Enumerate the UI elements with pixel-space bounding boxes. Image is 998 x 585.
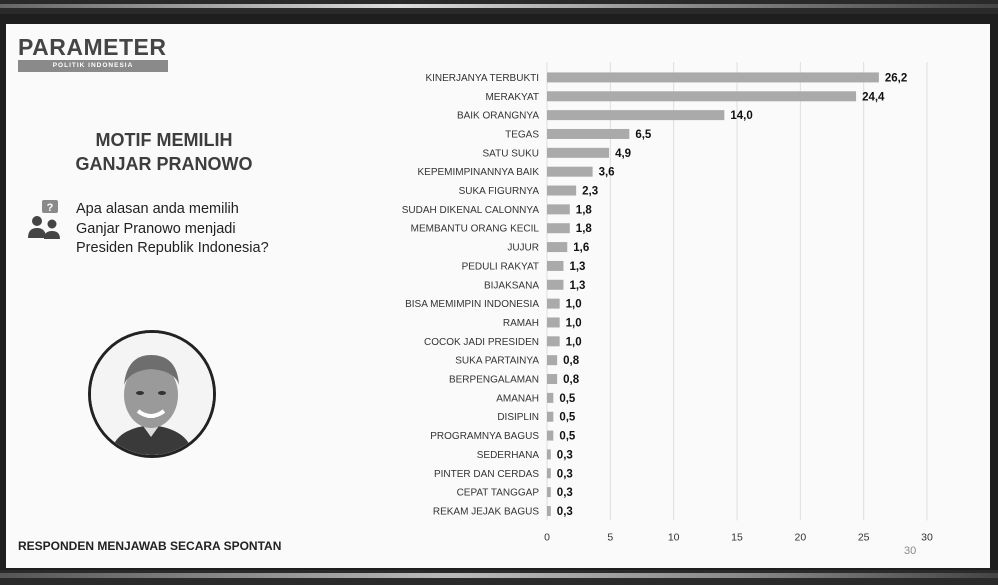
data-label: 1,8 xyxy=(575,223,592,236)
bar xyxy=(547,110,724,120)
page-number: 30 xyxy=(904,545,917,557)
category-label: PROGRAMNYA BAGUS xyxy=(430,431,539,443)
category-label: KINERJANYA TERBUKTI xyxy=(425,72,539,84)
bar xyxy=(547,129,629,139)
category-label: MERAKYAT xyxy=(485,91,539,103)
data-label: 1,8 xyxy=(575,204,592,217)
category-label: SATU SUKU xyxy=(482,148,539,160)
x-tick-label: 0 xyxy=(544,531,550,544)
category-label: REKAM JEJAK BAGUS xyxy=(432,506,539,518)
x-tick-label: 20 xyxy=(794,531,807,544)
data-label: 0,8 xyxy=(563,374,580,387)
logo-name: PARAMETER xyxy=(18,34,167,60)
data-label: 24,4 xyxy=(862,91,885,104)
bar xyxy=(547,506,551,516)
slide-title-line1: MOTIF MEMILIH xyxy=(95,130,233,150)
data-label: 0,5 xyxy=(559,411,576,424)
top-decor-strip xyxy=(0,0,998,14)
bar xyxy=(547,468,551,478)
data-label: 1,0 xyxy=(565,336,582,349)
data-label: 0,3 xyxy=(556,468,573,481)
category-label: RAMAH xyxy=(502,317,539,329)
data-label: 6,5 xyxy=(635,128,652,141)
x-tick-label: 15 xyxy=(731,531,743,544)
category-label: AMANAH xyxy=(496,393,539,405)
bar xyxy=(547,355,557,365)
bar xyxy=(547,148,609,158)
category-label: PEDULI RAKYAT xyxy=(461,261,539,273)
data-label: 0,3 xyxy=(556,505,573,518)
category-label: DISIPLIN xyxy=(497,412,539,424)
bar-chart xyxy=(6,24,990,568)
survey-question: Apa alasan anda memilih Ganjar Pranowo menjadi Presiden Republik Indonesia? xyxy=(76,201,269,256)
bar xyxy=(547,487,551,497)
category-label: BAIK ORANGNYA xyxy=(456,110,539,122)
bar xyxy=(547,336,560,346)
bar xyxy=(547,261,563,271)
x-tick-label: 10 xyxy=(667,531,680,544)
bar xyxy=(547,393,553,403)
bar xyxy=(547,431,553,441)
bar xyxy=(547,280,563,290)
data-label: 4,9 xyxy=(615,147,632,160)
bar xyxy=(547,91,856,101)
data-label: 2,3 xyxy=(582,185,599,198)
category-label: SUDAH DIKENAL CALONNYA xyxy=(401,204,539,216)
slide xyxy=(6,24,990,568)
svg-text:?: ? xyxy=(46,202,54,214)
bar xyxy=(547,167,593,177)
bar xyxy=(547,223,570,233)
data-label: 1,3 xyxy=(569,279,586,292)
bar xyxy=(547,412,553,422)
data-label: 1,0 xyxy=(565,298,582,311)
category-label: KEPEMIMPINANNYA BAIK xyxy=(417,167,539,179)
data-label: 0,5 xyxy=(559,430,576,443)
category-label: MEMBANTU ORANG KECIL xyxy=(410,223,539,235)
category-label: COCOK JADI PRESIDEN xyxy=(423,336,539,348)
data-label: 0,3 xyxy=(556,487,573,500)
x-tick-label: 5 xyxy=(607,531,614,544)
category-label: SUKA FIGURNYA xyxy=(458,186,539,198)
footnote: RESPONDEN MENJAWAB SECARA SPONTAN xyxy=(18,539,282,553)
category-label: BERPENGALAMAN xyxy=(448,374,539,386)
bar xyxy=(547,186,576,196)
category-label: SEDERHANA xyxy=(476,449,539,461)
data-label: 26,2 xyxy=(884,72,908,85)
data-label: 1,3 xyxy=(569,260,586,273)
category-label: TEGAS xyxy=(505,129,539,141)
slide-title-line2: GANJAR PRANOWO xyxy=(75,154,253,174)
data-label: 3,6 xyxy=(598,166,615,179)
data-label: 0,8 xyxy=(563,355,580,368)
bar xyxy=(547,204,570,214)
bar xyxy=(547,72,879,82)
category-label: BIJAKSANA xyxy=(483,280,539,292)
data-label: 0,3 xyxy=(556,449,573,462)
category-label: CEPAT TANGGAP xyxy=(456,487,539,499)
data-label: 14,0 xyxy=(730,110,753,123)
bar xyxy=(547,317,560,327)
category-label: SUKA PARTAINYA xyxy=(455,355,539,367)
bar xyxy=(547,449,551,459)
logo-tagline: POLITIK INDONESIA xyxy=(18,60,168,72)
x-tick-label: 25 xyxy=(857,531,870,544)
bar xyxy=(547,374,557,384)
data-label: 0,5 xyxy=(559,392,576,405)
data-label: 1,0 xyxy=(565,317,582,330)
bar xyxy=(547,299,560,309)
category-label: JUJUR xyxy=(507,242,539,254)
category-label: PINTER DAN CERDAS xyxy=(433,468,539,480)
category-label: BISA MEMIMPIN INDONESIA xyxy=(405,299,539,311)
bottom-decor-strip xyxy=(0,570,998,585)
bar xyxy=(547,242,567,252)
data-label: 1,6 xyxy=(573,242,590,255)
x-tick-label: 30 xyxy=(921,531,933,544)
